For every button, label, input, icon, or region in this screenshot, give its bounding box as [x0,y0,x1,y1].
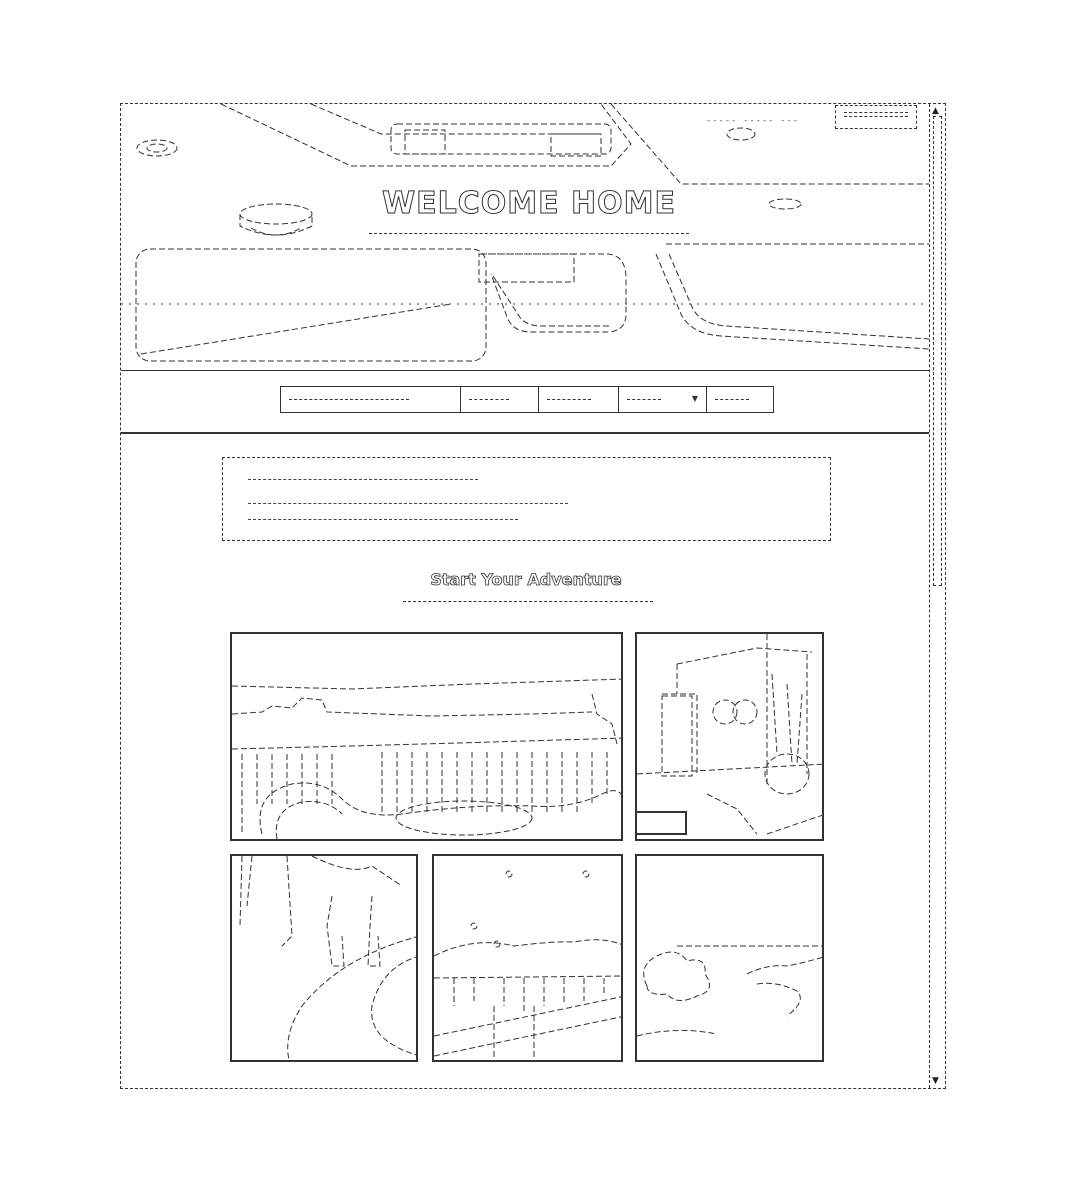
notice-line [248,519,518,520]
gallery-tile-field[interactable] [432,854,623,1062]
gallery-tile-pool[interactable] [230,632,623,841]
pool-illustration [232,634,623,841]
hero-title: WELCOME HOME [369,186,689,234]
field-illustration [434,856,623,1062]
scroll-up-icon[interactable]: ▲ [932,106,939,116]
notice-line [248,503,568,504]
gallery-tile-gym[interactable] [635,632,824,841]
hero-illustration [121,104,929,370]
nav-menu [280,386,774,413]
hero-header-links[interactable]: ----- ----- --- [707,116,800,126]
section-underline [403,601,653,602]
section-title: Start Your Adventure [430,570,622,589]
lake-illustration [637,856,824,1062]
notice-box [222,457,831,541]
scroll-down-icon[interactable]: ▼ [932,1076,939,1086]
nav-item-2[interactable] [461,387,539,412]
navbar [121,370,929,434]
gym-badge[interactable] [635,811,687,835]
hero-banner [121,104,929,371]
chevron-down-icon: ▼ [691,394,698,403]
nav-item-search[interactable] [281,387,461,412]
gallery-tile-lake[interactable] [635,854,824,1062]
park-illustration [232,856,418,1062]
scrollbar-thumb[interactable] [933,116,942,586]
scrollbar[interactable] [929,104,945,1088]
hero-logo-box[interactable] [835,105,917,129]
gym-illustration [637,634,824,841]
notice-line [248,479,478,480]
nav-item-3[interactable] [539,387,619,412]
nav-item-5[interactable] [707,387,773,412]
nav-item-dropdown[interactable] [619,387,707,412]
page-frame [120,103,946,1089]
gallery-tile-park[interactable] [230,854,418,1062]
